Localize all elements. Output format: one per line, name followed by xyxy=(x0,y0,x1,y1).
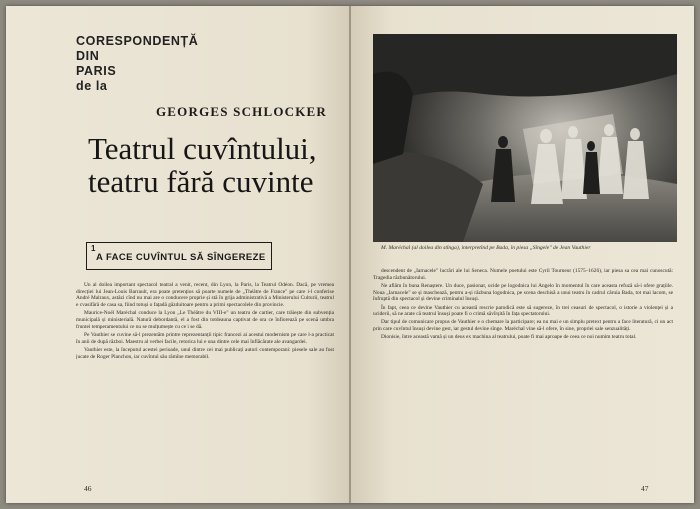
stage-photo xyxy=(373,34,677,242)
page-number-right: 47 xyxy=(641,484,649,493)
kicker-line: de la xyxy=(76,79,108,93)
paragraph: Maurice-Noël Maréchal conduce la Lyon „Le Théâtre du VIII-e" un teatru de cartier, care trăiește din subvenția municipală și ministerială. Natură debordantă, el a fost din totdeauna captivat de ora ce înfiorează pe scenă umbra fruntei temperamentului ce nu se mulțumește cu ce i se dă. xyxy=(76,310,334,330)
paragraph: Dar tipul de comunicare propus de Vauthier e o chemare la participare; ea nu mai e un simplu pretext pentru a face literatură, ci un act prin care cuvîntul însuși devine gest, iar gestul devine sînge. Maréchal vine să-l ofere, în sine, propriei sale senzualități. xyxy=(373,319,673,333)
section-number: 1 xyxy=(91,244,96,253)
body-text-left xyxy=(76,282,334,450)
stage-photo-image xyxy=(373,34,677,242)
paragraph: Ne aflăm în buna Renaștere. Un duce, pasionat, ucide pe logodnica lui Angelo în momentul în care aceasta refuză să-i ofere grațiile. Noua „Iarnacele" se și maschează, pentru a-și răzbuna logodnica, pe scena deschisă a unui teatru în cadrul căruia Bada, tot mai lacom, se înfruptă din spectacol și devine criminalul însuși. xyxy=(373,282,673,303)
paragraph: În fapt, ceea ce devine Vauthier cu această rescrie parodică este să sugereze, în trei ceasuri de spectacol, o istorie a violenței și a uciderii, să ne arate că teatrul însuși poate fi o crimă săvîrșită în fața spectatorului. xyxy=(373,304,673,318)
paragraph: Vauthier este, la începutul acestei perioade, unul dintre cei mai publicați autori contemporani: piesele sale au fost jucate de Roger Planchon, iar cuvîntul său rămîne memorabil. xyxy=(76,346,334,360)
left-page xyxy=(6,6,349,503)
section-title: A FACE CUVÎNTUL SĂ SÎNGEREZE xyxy=(96,252,266,263)
author-name: GEORGES SCHLOCKER xyxy=(156,104,328,119)
paragraph: descendent de „Iarnacele" lucrări ale lui Seneca. Numele poetului este Cyril Tourneur (1575–1626), iar piesa sa cea mai cunoscută: Tragedia răzbunătorului. xyxy=(373,268,673,281)
paragraph: Un al doilea important spectacol teatral a venit, recent, din Lyon, la Paris, la Teatrul Odéon. Dacă, pe vremea direcției lui Jean-Louis Barrault, era poate pretențios să poarte numele de „Théâtre de France" pe care i-l conferise André Malraux, astăzi cînd nu mai are o conducere proprie și stă în grija administrativă a Ministerului Culturii, teatrul e cvasifără de casa sa, fiind totuși o fațadă găzduitoare pentru a primi spectacolele din provincie. xyxy=(76,282,334,309)
magazine-spread xyxy=(6,6,694,503)
kicker-block xyxy=(76,34,198,94)
article-title xyxy=(88,132,317,198)
paragraph: Pe Vauthier se cuvine să-l prezentăm printre reprezentanții tipic francezi ai acestui modernism pe care l-a practicat în anii de după război. Maestru al verbei facile, retorica lui e una dintre cele mai înflăcărate ale avangardei. xyxy=(76,331,334,345)
kicker-line: CORESPONDENȚĂ xyxy=(76,34,199,48)
kicker-line: PARIS xyxy=(76,64,117,78)
title-line: teatru fără cuvinte xyxy=(88,164,314,199)
paragraph: Dionisie, între această vamă și un deus ex machina al teatrului, poate fi mai aproape de ceea ce noi numim teatru total. xyxy=(381,334,637,341)
section-heading-box xyxy=(86,242,272,270)
right-page xyxy=(351,6,694,503)
title-line: Teatrul cuvîntului, xyxy=(88,131,317,166)
body-text-right xyxy=(373,268,673,460)
photo-caption: M. Maréchal (al doilea din stînga), interpretînd pe Bada, în piesa „Sîngele" de Jean Vauthier xyxy=(381,245,591,251)
kicker-line: DIN xyxy=(76,49,100,63)
page-number-left: 46 xyxy=(84,484,92,493)
